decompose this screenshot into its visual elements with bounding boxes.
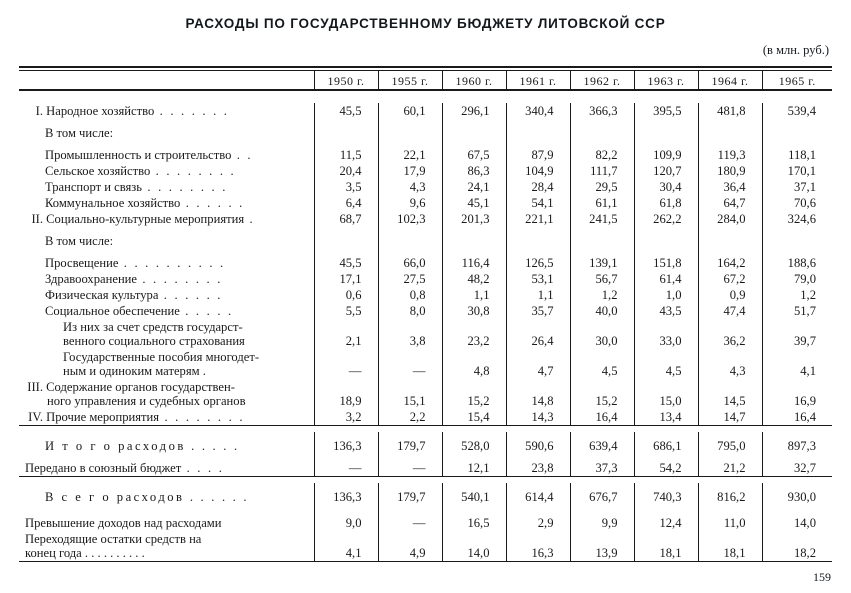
row-value-5: 139,1 [570, 249, 634, 271]
row-value-5: 676,7 [570, 483, 634, 505]
row-value-1: 3,2 [314, 409, 378, 426]
row-value-8: 897,3 [762, 432, 832, 454]
column-header-2: 1955 г. [378, 74, 442, 90]
row-value-7: 119,3 [698, 141, 762, 163]
row-value-3: 12,1 [442, 454, 506, 477]
row-value-5: 40,0 [570, 303, 634, 319]
column-header-1: 1950 г. [314, 74, 378, 90]
row-value-2: 15,1 [378, 379, 442, 409]
row-value-7: 481,8 [698, 103, 762, 119]
row-numeral: IV. [28, 410, 43, 424]
row-label-text: Превышение доходов над расходами [25, 516, 222, 530]
row-value-1: — [314, 349, 378, 379]
row-value-7: 284,0 [698, 211, 762, 227]
row-value-7: 64,7 [698, 195, 762, 211]
row-value-1: 136,3 [314, 432, 378, 454]
budget-expenditure-table [19, 66, 832, 570]
row-value-5: 56,7 [570, 271, 634, 287]
row-value-3: 1,1 [442, 287, 506, 303]
table-row [19, 303, 832, 319]
row-label-line1: Из них за счет средств государст- [63, 320, 243, 334]
row-value-6: 1,0 [634, 287, 698, 303]
column-header-6: 1963 г. [634, 74, 698, 90]
row-value-8: 4,1 [762, 349, 832, 379]
row-value-1: 17,1 [314, 271, 378, 287]
row-value-8: 324,6 [762, 211, 832, 227]
row-label [19, 103, 314, 119]
row-value-1: 6,4 [314, 195, 378, 211]
row-value-4: 104,9 [506, 163, 570, 179]
row-value-7: 795,0 [698, 432, 762, 454]
spacer-row [19, 93, 832, 103]
row-value-1: 3,5 [314, 179, 378, 195]
row-value-8: 16,4 [762, 409, 832, 426]
row-value-6: 33,0 [634, 319, 698, 349]
leader-dots: . . . . [181, 461, 225, 475]
row-value-7: 18,1 [698, 531, 762, 562]
row-value-8: 930,0 [762, 483, 832, 505]
leader-dots: . . . . . . . . [137, 272, 223, 286]
row-label-text: Народное хозяйство [46, 104, 155, 118]
leader-dots: . . . . . [179, 304, 234, 318]
row-value-1: 0,6 [314, 287, 378, 303]
row-value-2: 179,7 [378, 432, 442, 454]
table-bottom-rule [19, 562, 832, 571]
row-label-line2: венного социального страхования [63, 334, 245, 348]
row-value-7: 21,2 [698, 454, 762, 477]
row-value-1: — [314, 454, 378, 477]
row-value-5: 37,3 [570, 454, 634, 477]
row-value-4: 35,7 [506, 303, 570, 319]
row-label-text: Промышленность и строительство [45, 148, 232, 162]
row-value-4: 4,7 [506, 349, 570, 379]
row-value-2: 179,7 [378, 483, 442, 505]
row-value-5 [570, 227, 634, 249]
row-value-6: 109,9 [634, 141, 698, 163]
row-label [19, 119, 314, 141]
row-label [19, 303, 314, 319]
table-row [19, 454, 832, 477]
row-value-7: 47,4 [698, 303, 762, 319]
row-value-7: 0,9 [698, 287, 762, 303]
row-value-7: 67,2 [698, 271, 762, 287]
table-row [19, 287, 832, 303]
row-label [19, 505, 314, 531]
row-value-3: 67,5 [442, 141, 506, 163]
table-row [19, 319, 832, 349]
row-value-4: 14,8 [506, 379, 570, 409]
row-numeral: I. [35, 104, 43, 118]
table-row [19, 179, 832, 195]
row-value-7 [698, 119, 762, 141]
row-value-3: 15,2 [442, 379, 506, 409]
row-value-7: 11,0 [698, 505, 762, 531]
row-value-2: — [378, 505, 442, 531]
leader-dots: . . . . . . . [154, 104, 230, 118]
row-label-text: Здравоохранение [45, 272, 138, 286]
spacer-cell [506, 93, 570, 103]
row-label-text: Просвещение [45, 256, 119, 270]
leader-dots: . . . . . . [180, 196, 245, 210]
spacer-cell [19, 93, 314, 103]
row-value-2: 60,1 [378, 103, 442, 119]
column-header-3: 1960 г. [442, 74, 506, 90]
row-value-6: 43,5 [634, 303, 698, 319]
row-value-7 [698, 227, 762, 249]
rule-cell [378, 562, 442, 571]
row-label-line2: конец года . . . . . . . . . . [25, 546, 145, 560]
row-value-4: 16,3 [506, 531, 570, 562]
row-value-7: 36,2 [698, 319, 762, 349]
column-header-5: 1962 г. [570, 74, 634, 90]
row-value-3 [442, 227, 506, 249]
row-value-6 [634, 227, 698, 249]
table-row [19, 531, 832, 562]
row-value-8 [762, 119, 832, 141]
row-value-8: 539,4 [762, 103, 832, 119]
row-value-3: 15,4 [442, 409, 506, 426]
rule-cell [634, 562, 698, 571]
row-numeral: III. [27, 380, 43, 394]
row-value-2: — [378, 454, 442, 477]
row-label-line2: ным и одиноким матерям . [63, 364, 206, 378]
row-value-1: 45,5 [314, 103, 378, 119]
row-value-5: 366,3 [570, 103, 634, 119]
row-value-3: 30,8 [442, 303, 506, 319]
row-value-1: 18,9 [314, 379, 378, 409]
row-value-8: 70,6 [762, 195, 832, 211]
table-row [19, 141, 832, 163]
row-value-8: 37,1 [762, 179, 832, 195]
row-value-7: 14,5 [698, 379, 762, 409]
row-value-3: 4,8 [442, 349, 506, 379]
row-value-2: 66,0 [378, 249, 442, 271]
row-value-1: 68,7 [314, 211, 378, 227]
row-value-2: 102,3 [378, 211, 442, 227]
rule-cell [506, 562, 570, 571]
row-label [19, 319, 314, 349]
row-value-2: — [378, 349, 442, 379]
row-value-4: 54,1 [506, 195, 570, 211]
page-number: 159 [813, 570, 831, 584]
row-value-6: 12,4 [634, 505, 698, 531]
rule-cell [314, 562, 378, 571]
leader-dots: . . . . . . . . [159, 410, 245, 424]
row-label [19, 531, 314, 562]
row-value-6: 262,2 [634, 211, 698, 227]
table-row [19, 211, 832, 227]
row-value-6: 151,8 [634, 249, 698, 271]
row-value-7: 180,9 [698, 163, 762, 179]
leader-dots: . . . . . . . . [150, 164, 236, 178]
row-value-6: 740,3 [634, 483, 698, 505]
table-row [19, 195, 832, 211]
row-value-5: 61,1 [570, 195, 634, 211]
row-value-3: 24,1 [442, 179, 506, 195]
table-row [19, 505, 832, 531]
row-label [19, 349, 314, 379]
spacer-cell [314, 93, 378, 103]
table-row [19, 379, 832, 409]
row-value-2: 8,0 [378, 303, 442, 319]
row-value-4: 28,4 [506, 179, 570, 195]
row-value-2 [378, 227, 442, 249]
row-value-5: 241,5 [570, 211, 634, 227]
row-value-2: 9,6 [378, 195, 442, 211]
leader-dots: . . . . . [185, 439, 240, 453]
row-value-8: 16,9 [762, 379, 832, 409]
row-value-8: 188,6 [762, 249, 832, 271]
row-label [19, 432, 314, 454]
leader-dots: . . . . . . . . [142, 180, 228, 194]
column-header-8: 1965 г. [762, 74, 832, 90]
row-value-6: 61,8 [634, 195, 698, 211]
row-value-6: 61,4 [634, 271, 698, 287]
row-label [19, 454, 314, 477]
row-value-5: 9,9 [570, 505, 634, 531]
row-value-3: 16,5 [442, 505, 506, 531]
leader-dots: . [244, 212, 255, 226]
row-label-text: Коммунальное хозяйство [45, 196, 181, 210]
row-label [19, 211, 314, 227]
row-label [19, 287, 314, 303]
table-row [19, 483, 832, 505]
row-value-8: 14,0 [762, 505, 832, 531]
row-value-6 [634, 119, 698, 141]
row-value-2: 2,2 [378, 409, 442, 426]
row-value-1: 2,1 [314, 319, 378, 349]
spacer-cell [762, 93, 832, 103]
row-value-8: 51,7 [762, 303, 832, 319]
row-value-8: 39,7 [762, 319, 832, 349]
row-value-8: 170,1 [762, 163, 832, 179]
row-value-3: 116,4 [442, 249, 506, 271]
table-row [19, 249, 832, 271]
spacer-cell [570, 93, 634, 103]
table-header-row [19, 74, 832, 90]
row-value-2: 27,5 [378, 271, 442, 287]
row-value-1 [314, 227, 378, 249]
row-value-5: 16,4 [570, 409, 634, 426]
row-value-1: 136,3 [314, 483, 378, 505]
row-value-6: 13,4 [634, 409, 698, 426]
row-value-4: 2,9 [506, 505, 570, 531]
row-label-text: И т о г о расходов [45, 439, 186, 453]
rule-cell [570, 562, 634, 571]
row-value-4 [506, 119, 570, 141]
spacer-cell [442, 93, 506, 103]
row-value-5 [570, 119, 634, 141]
rule-cell [19, 562, 314, 571]
row-value-2: 4,9 [378, 531, 442, 562]
table-row [19, 349, 832, 379]
row-value-4: 26,4 [506, 319, 570, 349]
row-value-7: 14,7 [698, 409, 762, 426]
row-value-3: 540,1 [442, 483, 506, 505]
rule-cell [698, 562, 762, 571]
row-value-6: 395,5 [634, 103, 698, 119]
row-value-7: 4,3 [698, 349, 762, 379]
row-value-6: 120,7 [634, 163, 698, 179]
table-row [19, 432, 832, 454]
column-header-4: 1961 г. [506, 74, 570, 90]
row-value-4: 221,1 [506, 211, 570, 227]
row-label [19, 195, 314, 211]
row-label-text: В с е г о расходов [45, 490, 185, 504]
row-value-4: 87,9 [506, 141, 570, 163]
row-label [19, 271, 314, 287]
row-label-text: Передано в союзный бюджет [25, 461, 182, 475]
row-value-5: 639,4 [570, 432, 634, 454]
row-value-1: 9,0 [314, 505, 378, 531]
row-value-6: 15,0 [634, 379, 698, 409]
row-value-4: 53,1 [506, 271, 570, 287]
row-value-6: 4,5 [634, 349, 698, 379]
column-header-blank [19, 74, 314, 90]
row-value-3: 296,1 [442, 103, 506, 119]
row-value-2: 22,1 [378, 141, 442, 163]
leader-dots: . . . . . . [158, 288, 223, 302]
row-value-1: 20,4 [314, 163, 378, 179]
row-value-3: 45,1 [442, 195, 506, 211]
page-title: РАСХОДЫ ПО ГОСУДАРСТВЕННОМУ БЮДЖЕТУ ЛИТОВСКОЙ ССР [185, 16, 666, 31]
row-value-4 [506, 227, 570, 249]
row-value-3: 48,2 [442, 271, 506, 287]
row-value-8: 118,1 [762, 141, 832, 163]
row-label [19, 483, 314, 505]
row-label-text: Социально-культурные мероприятия [46, 212, 245, 226]
row-label [19, 249, 314, 271]
row-value-5: 82,2 [570, 141, 634, 163]
row-value-2: 17,9 [378, 163, 442, 179]
table-row [19, 409, 832, 426]
row-label [19, 163, 314, 179]
row-value-2: 3,8 [378, 319, 442, 349]
leader-dots: . . . . . . . . . . [118, 256, 226, 270]
table-subhead-row [19, 227, 832, 249]
row-value-1: 4,1 [314, 531, 378, 562]
row-value-4: 614,4 [506, 483, 570, 505]
table-subhead-row [19, 119, 832, 141]
row-label [19, 227, 314, 249]
spacer-cell [634, 93, 698, 103]
table-row [19, 163, 832, 179]
column-header-7: 1964 г. [698, 74, 762, 90]
row-value-4: 126,5 [506, 249, 570, 271]
leader-dots: . . . . . . [184, 490, 249, 504]
row-value-5: 13,9 [570, 531, 634, 562]
table-row [19, 103, 832, 119]
row-value-7: 36,4 [698, 179, 762, 195]
row-numeral: II. [31, 212, 43, 226]
row-value-3: 528,0 [442, 432, 506, 454]
row-label-text: Социальное обеспечение [45, 304, 180, 318]
row-value-8: 32,7 [762, 454, 832, 477]
row-label-text: В том числе: [45, 126, 114, 140]
row-value-1: 45,5 [314, 249, 378, 271]
row-value-5: 29,5 [570, 179, 634, 195]
row-value-1: 11,5 [314, 141, 378, 163]
row-value-8: 18,2 [762, 531, 832, 562]
row-label-line1: III. Содержание органов государствен- [25, 380, 314, 394]
row-label-line2: ного управления и судебных органов [47, 394, 246, 408]
row-label [19, 179, 314, 195]
row-value-3: 201,3 [442, 211, 506, 227]
spacer-cell [698, 93, 762, 103]
row-value-6: 30,4 [634, 179, 698, 195]
row-label-text: Физическая культура [45, 288, 159, 302]
row-value-3: 23,2 [442, 319, 506, 349]
row-value-2 [378, 119, 442, 141]
row-label-line1: Государственные пособия многодет- [63, 350, 260, 364]
row-value-5: 15,2 [570, 379, 634, 409]
row-value-1 [314, 119, 378, 141]
row-label [19, 141, 314, 163]
row-value-8 [762, 227, 832, 249]
row-value-6: 54,2 [634, 454, 698, 477]
row-value-3: 86,3 [442, 163, 506, 179]
row-value-5: 111,7 [570, 163, 634, 179]
row-value-1: 5,5 [314, 303, 378, 319]
row-value-6: 686,1 [634, 432, 698, 454]
row-value-3: 14,0 [442, 531, 506, 562]
units-note: (в млн. руб.) [762, 43, 829, 57]
row-value-4: 1,1 [506, 287, 570, 303]
row-value-5: 4,5 [570, 349, 634, 379]
row-label-text: Транспорт и связь [45, 180, 143, 194]
row-value-4: 340,4 [506, 103, 570, 119]
row-value-4: 14,3 [506, 409, 570, 426]
row-value-7: 816,2 [698, 483, 762, 505]
row-value-4: 23,8 [506, 454, 570, 477]
table-row [19, 271, 832, 287]
row-value-3 [442, 119, 506, 141]
row-label-text: Прочие мероприятия [46, 410, 160, 424]
row-label-text: В том числе: [45, 234, 114, 248]
spacer-cell [378, 93, 442, 103]
row-value-4: 590,6 [506, 432, 570, 454]
row-label-text: Сельское хозяйство [45, 164, 151, 178]
row-label [19, 409, 314, 426]
document-page [0, 16, 851, 593]
row-value-8: 79,0 [762, 271, 832, 287]
row-value-8: 1,2 [762, 287, 832, 303]
row-label-line1: Переходящие остатки средств на [25, 532, 202, 546]
row-value-7: 164,2 [698, 249, 762, 271]
row-value-2: 0,8 [378, 287, 442, 303]
row-value-6: 18,1 [634, 531, 698, 562]
leader-dots: . . [231, 148, 253, 162]
rule-cell [442, 562, 506, 571]
row-value-2: 4,3 [378, 179, 442, 195]
row-value-5: 1,2 [570, 287, 634, 303]
row-value-5: 30,0 [570, 319, 634, 349]
row-label [19, 379, 314, 409]
rule-cell [762, 562, 832, 571]
